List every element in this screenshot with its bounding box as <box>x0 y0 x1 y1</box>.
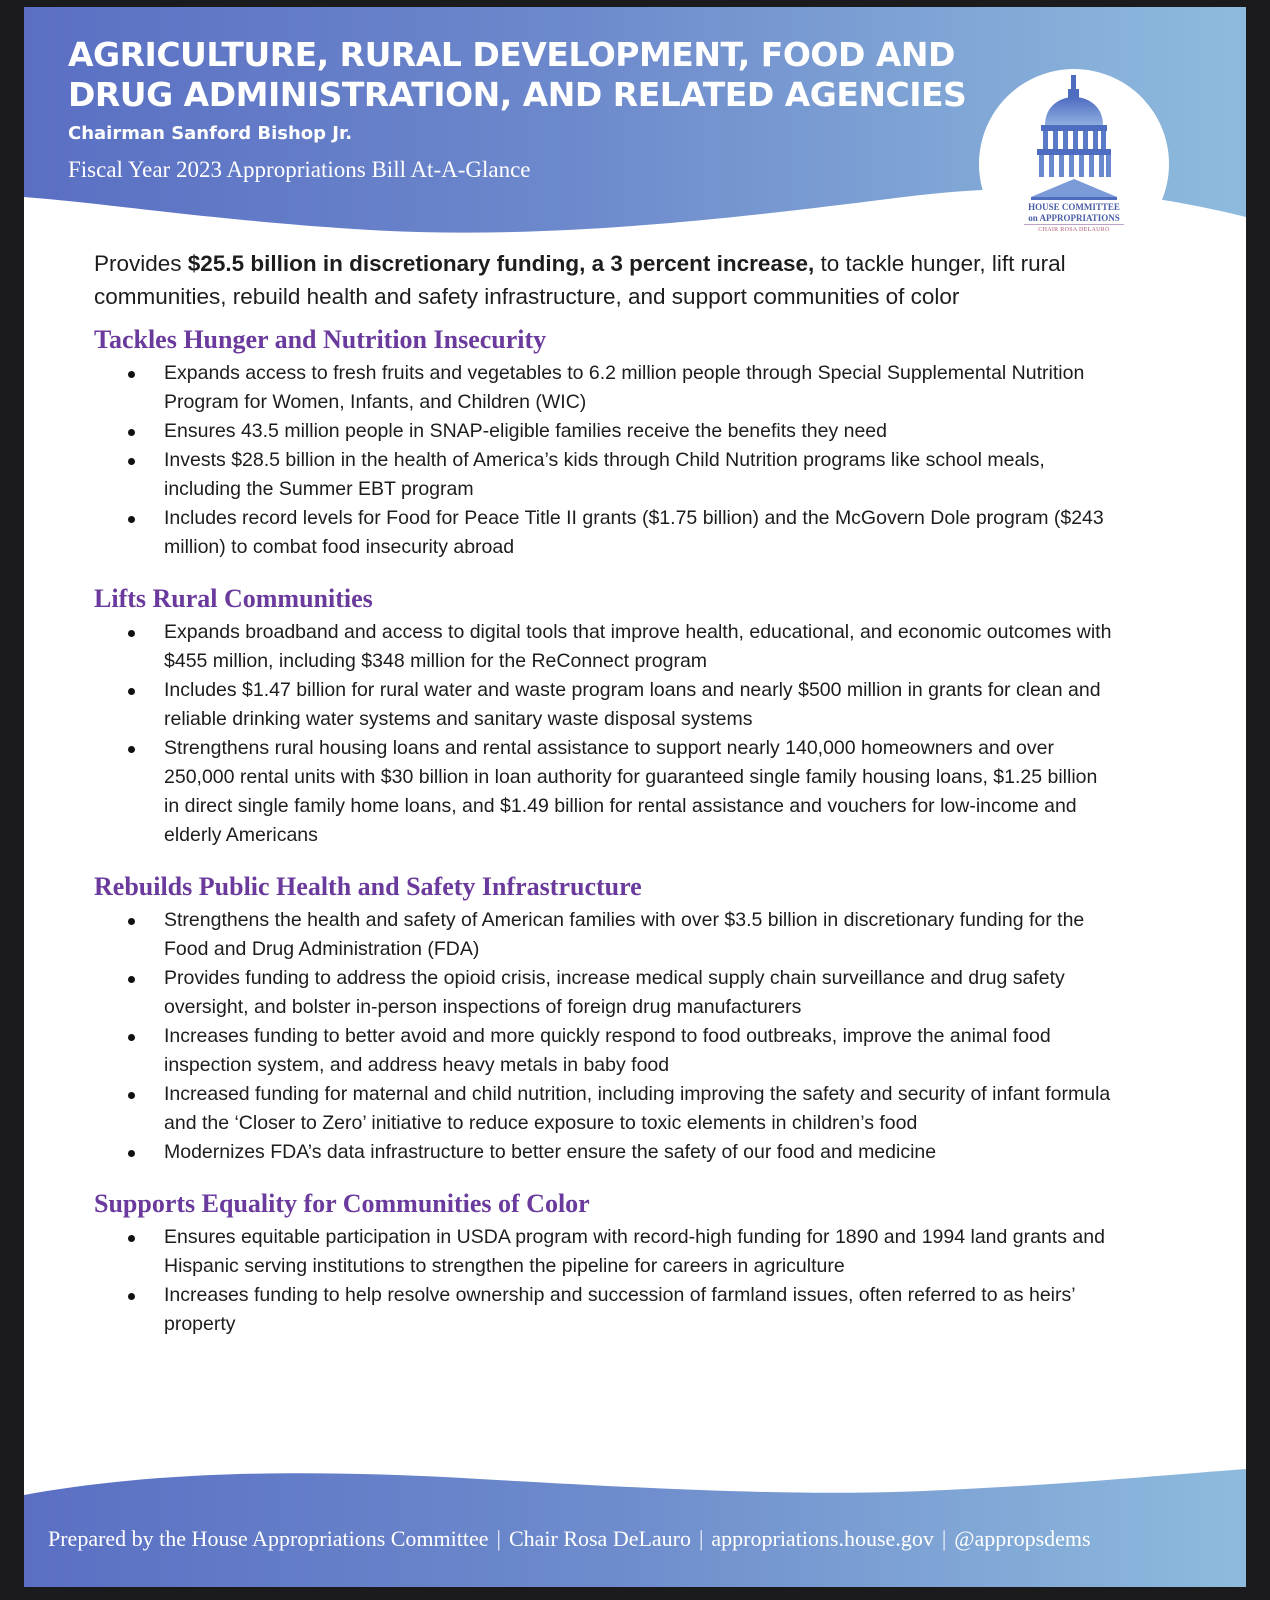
section-public-health <box>94 870 1114 1167</box>
bullet-icon <box>128 458 135 465</box>
section-rural <box>94 582 1114 850</box>
bullet-icon <box>128 371 135 378</box>
footer-chair: Chair Rosa DeLauro <box>508 1526 691 1551</box>
bullet-icon <box>128 1092 135 1099</box>
list-item-text: Includes $1.47 billion for rural water and waste program loans and nearly $500 million in grants for clean and reliable drinking water systems and sanitary waste disposal systems <box>164 679 1101 730</box>
bullet-icon <box>128 1293 135 1300</box>
list-item-text: Modernizes FDA’s data infrastructure to better ensure the safety of our food and medicine <box>164 1141 937 1163</box>
intro-prefix: Provides <box>94 251 188 276</box>
list-item <box>94 417 1114 446</box>
footer-separator: | <box>699 1526 704 1551</box>
logo-text-line-3: CHAIR ROSA DELAURO <box>1038 227 1110 233</box>
section-title: Lifts Rural Communities <box>94 584 373 613</box>
logo-text-line-2: on APPROPRIATIONS <box>1028 213 1120 223</box>
title-line-2: DRUG ADMINISTRATION, AND RELATED AGENCIES <box>68 75 967 114</box>
footer-separator: | <box>496 1526 501 1551</box>
footer-website-link[interactable]: appropriations.house.gov <box>711 1526 934 1551</box>
list-item <box>94 359 1114 417</box>
footer-wave-background <box>24 1447 1246 1587</box>
list-item <box>94 1281 1114 1339</box>
bullet-icon <box>128 516 135 523</box>
bullet-icon <box>128 429 135 436</box>
logo-divider <box>1024 224 1124 225</box>
list-item-text: Invests $28.5 billion in the health of America’s kids through Child Nutrition programs like school meals, including the Summer EBT program <box>164 449 1045 500</box>
bullet-icon <box>128 1034 135 1041</box>
list-item <box>94 734 1114 850</box>
list-item-text: Ensures 43.5 million people in SNAP-eligible families receive the benefits they need <box>164 420 887 442</box>
footer-separator: | <box>941 1526 947 1551</box>
list-item-text: Increased funding for maternal and child nutrition, including improving the safety and security of infant formula and the ‘Closer to Zero’ initiative to reduce exposure to toxic elements in children’s food <box>164 1083 1111 1134</box>
document-title <box>68 35 966 115</box>
bullet-icon <box>128 1150 135 1157</box>
section-title: Supports Equality for Communities of Color <box>94 1189 590 1218</box>
section-equality <box>94 1187 1114 1339</box>
list-item-text: Expands broadband and access to digital tools that improve health, educational, and economic outcomes with $455 million, including $348 million for the ReConnect program <box>164 621 1112 672</box>
list-item <box>94 906 1114 964</box>
document-body <box>94 247 1114 1359</box>
footer-credits <box>48 1526 1091 1552</box>
chairman-name: Chairman Sanford Bishop Jr. <box>68 123 353 144</box>
bullet-icon <box>128 630 135 637</box>
title-line-1: AGRICULTURE, RURAL DEVELOPMENT, FOOD AND <box>68 35 955 74</box>
bullet-icon <box>128 918 135 925</box>
list-item-text: Strengthens rural housing loans and rental assistance to support nearly 140,000 homeowners and over 250,000 rental units with $30 billion in loan authority for guaranteed single family housing loans, $1.25 billion in direct single family home loans, and $1.49 billion for rental assistance and vouchers for low-income and elderly Americans <box>164 737 1098 846</box>
intro-paragraph <box>94 247 1114 313</box>
list-item <box>94 446 1114 504</box>
list-item <box>94 618 1114 676</box>
bullet-list <box>94 618 1114 850</box>
intro-highlight: $25.5 billion in discretionary funding, a 3 percent increase, <box>187 251 815 276</box>
footer-banner <box>24 1447 1246 1587</box>
committee-logo <box>979 69 1169 259</box>
bullet-list <box>94 906 1114 1167</box>
bullet-list <box>94 359 1114 562</box>
header-banner <box>24 7 1246 247</box>
bullet-icon <box>128 688 135 695</box>
document-page <box>24 7 1246 1587</box>
bullet-icon <box>128 1235 135 1242</box>
list-item <box>94 1022 1114 1080</box>
list-item-text: Ensures equitable participation in USDA program with record-high funding for 1890 and 1994 land grants and Hispanic serving institutions to strengthen the pipeline for careers in agriculture <box>164 1226 1105 1277</box>
list-item <box>94 1138 1114 1167</box>
intro-suffix: to tackle hunger, lift rural communities, rebuild health and safety infrastructure, and support communities of color <box>94 251 1066 309</box>
list-item <box>94 1223 1114 1281</box>
section-hunger <box>94 323 1114 562</box>
list-item <box>94 1080 1114 1138</box>
footer-prepared-by: Prepared by the House Appropriations Committee <box>48 1526 489 1551</box>
section-title: Rebuilds Public Health and Safety Infrastructure <box>94 872 642 901</box>
list-item <box>94 964 1114 1022</box>
document-subtitle: Fiscal Year 2023 Appropriations Bill At-A-Glance <box>68 157 531 182</box>
list-item-text: Strengthens the health and safety of American families with over $3.5 billion in discretionary funding for the Food and Drug Administration (FDA) <box>164 909 1085 960</box>
section-title: Tackles Hunger and Nutrition Insecurity <box>94 325 547 354</box>
list-item <box>94 504 1114 562</box>
logo-text-line-1: HOUSE COMMITTEE <box>1028 202 1120 212</box>
list-item-text: Provides funding to address the opioid crisis, increase medical supply chain surveillance and drug safety oversight, and bolster in-person inspections of foreign drug manufacturers <box>164 967 1065 1018</box>
list-item-text: Includes record levels for Food for Peace Title II grants ($1.75 billion) and the McGovern Dole program ($243 million) to combat food insecurity abroad <box>164 507 1104 558</box>
bullet-icon <box>128 746 135 753</box>
bullet-list <box>94 1223 1114 1339</box>
footer-social-handle[interactable]: @appropsdems <box>954 1526 1091 1551</box>
list-item-text: Expands access to fresh fruits and vegetables to 6.2 million people through Special Supplemental Nutrition Program for Women, Infants, and Children (WIC) <box>164 362 1085 413</box>
bullet-icon <box>128 976 135 983</box>
list-item-text: Increases funding to help resolve ownership and succession of farmland issues, often referred to as heirs’ property <box>164 1284 1075 1335</box>
list-item-text: Increases funding to better avoid and more quickly respond to food outbreaks, improve the animal food inspection system, and address heavy metals in baby food <box>164 1025 1051 1076</box>
list-item <box>94 676 1114 734</box>
